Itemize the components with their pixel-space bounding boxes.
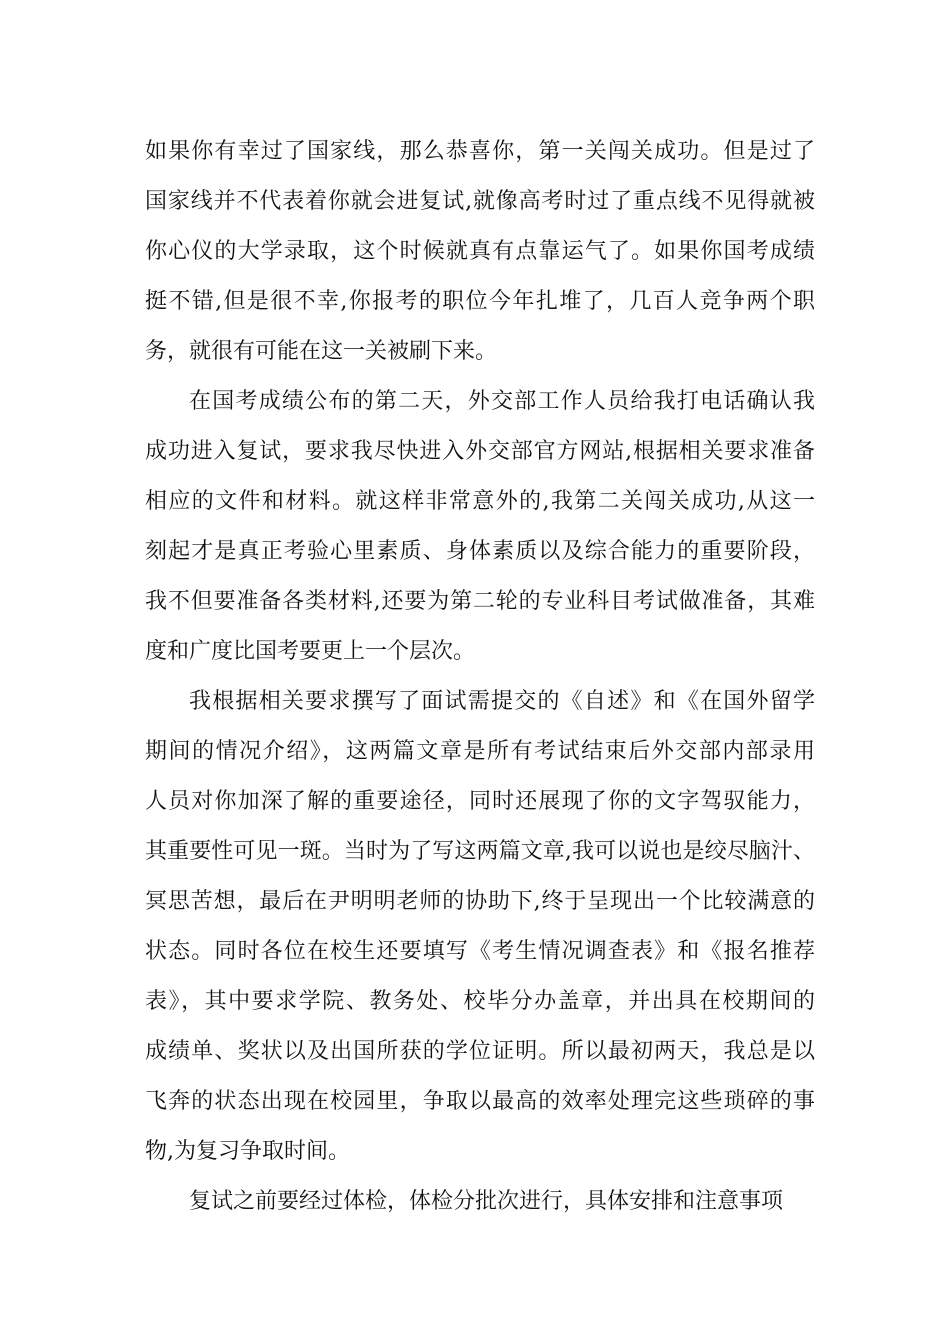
paragraph-2-line-1: 在国考成绩公布的第二天，外交部工作人员给我打电话确认我 — [189, 389, 815, 414]
paragraph-3-line-9: 飞奔的状态出现在校园里，争取以最高的效率处理完这些琐碎的事 — [145, 1089, 815, 1114]
paragraph-1-line-4: 挺不错,但是很不幸,你报考的职位今年扎堆了，几百人竞争两个职 — [145, 289, 815, 314]
paragraph-2-line-3: 相应的文件和材料。就这样非常意外的,我第二关闯关成功,从这一 — [145, 489, 815, 514]
paragraph-3-line-8: 成绩单、奖状以及出国所获的学位证明。所以最初两天，我总是以 — [145, 1039, 815, 1064]
paragraph-2-line-2: 成功进入复试，要求我尽快进入外交部官方网站,根据相关要求准备 — [145, 439, 815, 464]
paragraph-2-line-5: 我不但要准备各类材料,还要为第二轮的专业科目考试做准备，其难 — [145, 589, 815, 614]
document-body — [145, 127, 815, 1227]
paragraph-3-line-3: 人员对你加深了解的重要途径，同时还展现了你的文字驾驭能力， — [145, 789, 815, 814]
paragraph-2-line-4: 刻起才是真正考验心里素质、身体素质以及综合能力的重要阶段， — [145, 539, 815, 564]
paragraph-3-line-2: 期间的情况介绍》，这两篇文章是所有考试结束后外交部内部录用 — [145, 739, 815, 764]
paragraph-3-line-5: 冥思苦想，最后在尹明明老师的协助下,终于呈现出一个比较满意的 — [145, 889, 815, 914]
paragraph-3-line-10: 物,为复习争取时间。 — [145, 1139, 350, 1164]
paragraph-3-line-7: 表》，其中要求学院、教务处、校毕分办盖章，并出具在校期间的 — [145, 989, 815, 1014]
paragraph-2-line-6: 度和广度比国考要更上一个层次。 — [145, 639, 476, 664]
paragraph-3-line-6: 状态。同时各位在校生还要填写《考生情况调查表》和《报名推荐 — [145, 939, 815, 964]
paragraph-1-line-5: 务，就很有可能在这一关被刷下来。 — [145, 339, 498, 364]
paragraph-3-line-4: 其重要性可见一斑。当时为了写这两篇文章,我可以说也是绞尽脑汁、 — [145, 839, 815, 864]
paragraph-1-line-3: 你心仪的大学录取，这个时候就真有点靠运气了。如果你国考成绩 — [145, 239, 815, 264]
paragraph-1-line-1: 如果你有幸过了国家线，那么恭喜你，第一关闯关成功。但是过了 — [145, 139, 815, 164]
paragraph-3-line-1: 我根据相关要求撰写了面试需提交的《自述》和《在国外留学 — [189, 689, 815, 714]
paragraph-4-line-1: 复试之前要经过体检，体检分批次进行，具体安排和注意事项 — [189, 1189, 784, 1214]
paragraph-1-line-2: 国家线并不代表着你就会进复试,就像高考时过了重点线不见得就被 — [145, 189, 815, 214]
